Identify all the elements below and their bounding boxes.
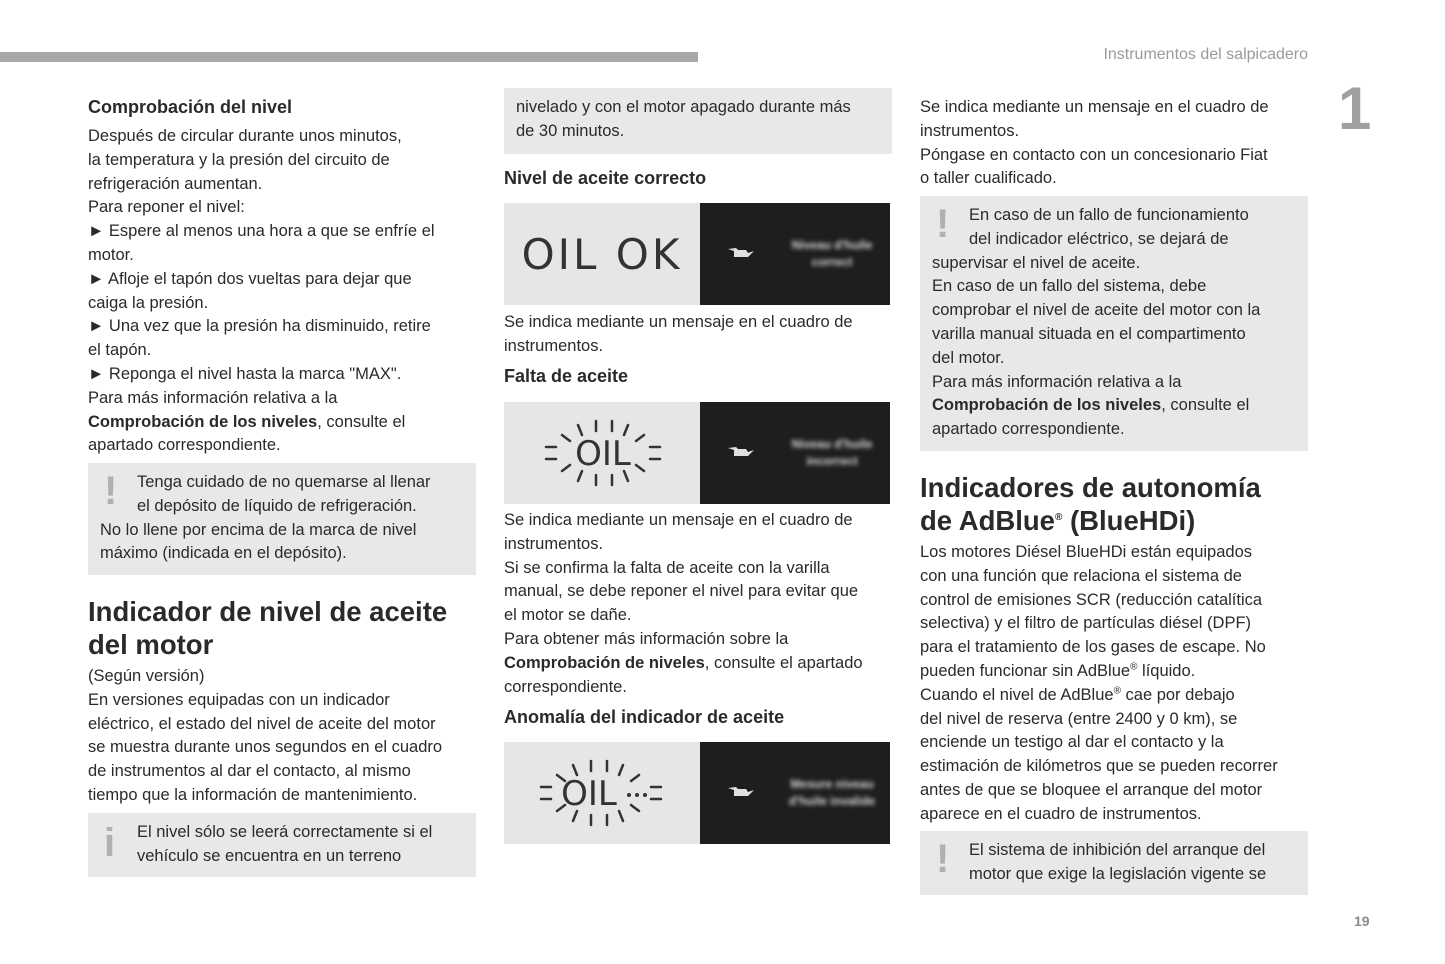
indicador-text: (Según versión) En versiones equipadas con un indicador eléctrico, el estado del nivel de aceite del motor se muestra durante unos segundos en el cuadro de instrumentos al dar el contacto, al mismo tiempo que la información de mantenimiento. (88, 667, 443, 804)
adblue-text: Los motores Diésel BlueHDi están equipados con una función que relaciona el sistema de control de emisiones SCR (reducción catalítica selectiva) y el filtro de partículas diésel (DPF) para el tratamiento de los gases de escape. No pueden funcionar sin AdBlue® líquido. Cuando el nivel de AdBlue® cae por debajo del nivel de reserva (entre 2400 y 0 km), se enciende un testigo al dar el contacto y la estimación de kilómetros que se pueden recorrer antes de que se bloquee el arranque del motor aparece en el cuadro de instrumentos. (920, 543, 1278, 823)
oil-can-icon (726, 245, 756, 259)
header-bar (0, 52, 698, 62)
link-comprobacion-niveles: Comprobación de los niveles (932, 396, 1162, 415)
oil-fault-display (504, 742, 890, 844)
warning-note: ! El sistema de inhibición del arranque del motor que exige la legislación vigente se (920, 831, 1308, 895)
heading-anomalia: Anomalía del indicador de aceite (504, 707, 785, 727)
warning-note: ! Tenga cuidado de no quemarse al llenar el depósito de líquido de refrigeración. No lo llene por encima de la marca de nivel máximo (indicada en el depósito). (88, 463, 476, 575)
heading-nivel-correcto: Nivel de aceite correcto (504, 168, 707, 188)
heading-adblue: Indicadores de autonomía de AdBlue® (BlueHDi) (920, 472, 1261, 536)
correcto-text: Se indica mediante un mensaje en el cuadro de instrumentos. (504, 313, 853, 355)
info-note: i El nivel sólo se leerá correctamente si el vehículo se encuentra en un terreno (88, 813, 476, 877)
heading-falta-aceite: Falta de aceite (504, 366, 629, 386)
cluster-message: Mesure niveau d'huile invalide (788, 777, 876, 808)
oil-fault-icon (527, 753, 677, 833)
fault-text: Se indica mediante un mensaje en el cuadro de instrumentos. Póngase en contacto con un concesionario Fiat o taller cualificado. (920, 98, 1269, 188)
info-note-continued: nivelado y con el motor apagado durante más de 30 minutos. (504, 88, 892, 154)
cluster-message: Niveau d'huile incorrect (791, 437, 873, 468)
svg-text:OIL: OIL (561, 774, 617, 814)
cluster-message: Niveau d'huile correct (791, 238, 873, 269)
oil-can-icon (726, 444, 756, 458)
falta-text: Se indica mediante un mensaje en el cuadro de instrumentos. Si se confirma la falta de aceite con la varilla manual, se debe reponer el nivel para evitar que el motor se dañe. Para obtener más información sobre la Comprobación de niveles, consulte el apartado correspondiente. (504, 511, 863, 696)
heading-comprobacion: Comprobación del nivel (88, 97, 293, 117)
svg-text:OIL: OIL (575, 434, 631, 474)
oil-warning-icon (532, 413, 672, 493)
chapter-number: 1 (1338, 75, 1372, 142)
oil-can-icon (726, 784, 756, 798)
heading-indicador-aceite: Indicador de nivel de aceite del motor (88, 596, 448, 660)
warning-icon: ! (104, 469, 118, 513)
warning-icon: ! (936, 837, 950, 881)
info-icon: i (104, 821, 116, 865)
link-comprobacion-niveles: Comprobación de los niveles (88, 412, 318, 431)
link-comprobacion-niveles: Comprobación de niveles (504, 653, 705, 672)
warning-note: ! En caso de un fallo de funcionamiento del indicador eléctrico, se dejará de supervisar el nivel de aceite. En caso de un fallo del sistema, debe comprobar el nivel de aceite del motor con la varilla manual situada en el compartimento del motor. Para más información relativa a la Comprobación de los niveles, consulte el apartado correspondiente. (920, 196, 1308, 451)
oil-low-display (504, 402, 890, 504)
oil-ok-text: OIL OK (521, 229, 683, 279)
page-number: 19 (1354, 913, 1370, 929)
section-title: Instrumentos del salpicadero (1103, 46, 1308, 63)
warning-icon: ! (936, 202, 950, 246)
comprobacion-text: Después de circular durante unos minutos, la temperatura y la presión del circuito de refrigeración aumentan. Para reponer el nivel: ► Espere al menos una hora a que se enfríe el motor. ► Afloje el tapón dos vueltas para dejar que caiga la presión. ► Una vez que la presión ha disminuido, retire el tapón. ► Reponga el nivel hasta la marca "MAX". Para más información relativa a la Comprobación de los niveles, consulte el apartado correspondiente. (88, 127, 435, 455)
oil-ok-display (504, 203, 890, 305)
